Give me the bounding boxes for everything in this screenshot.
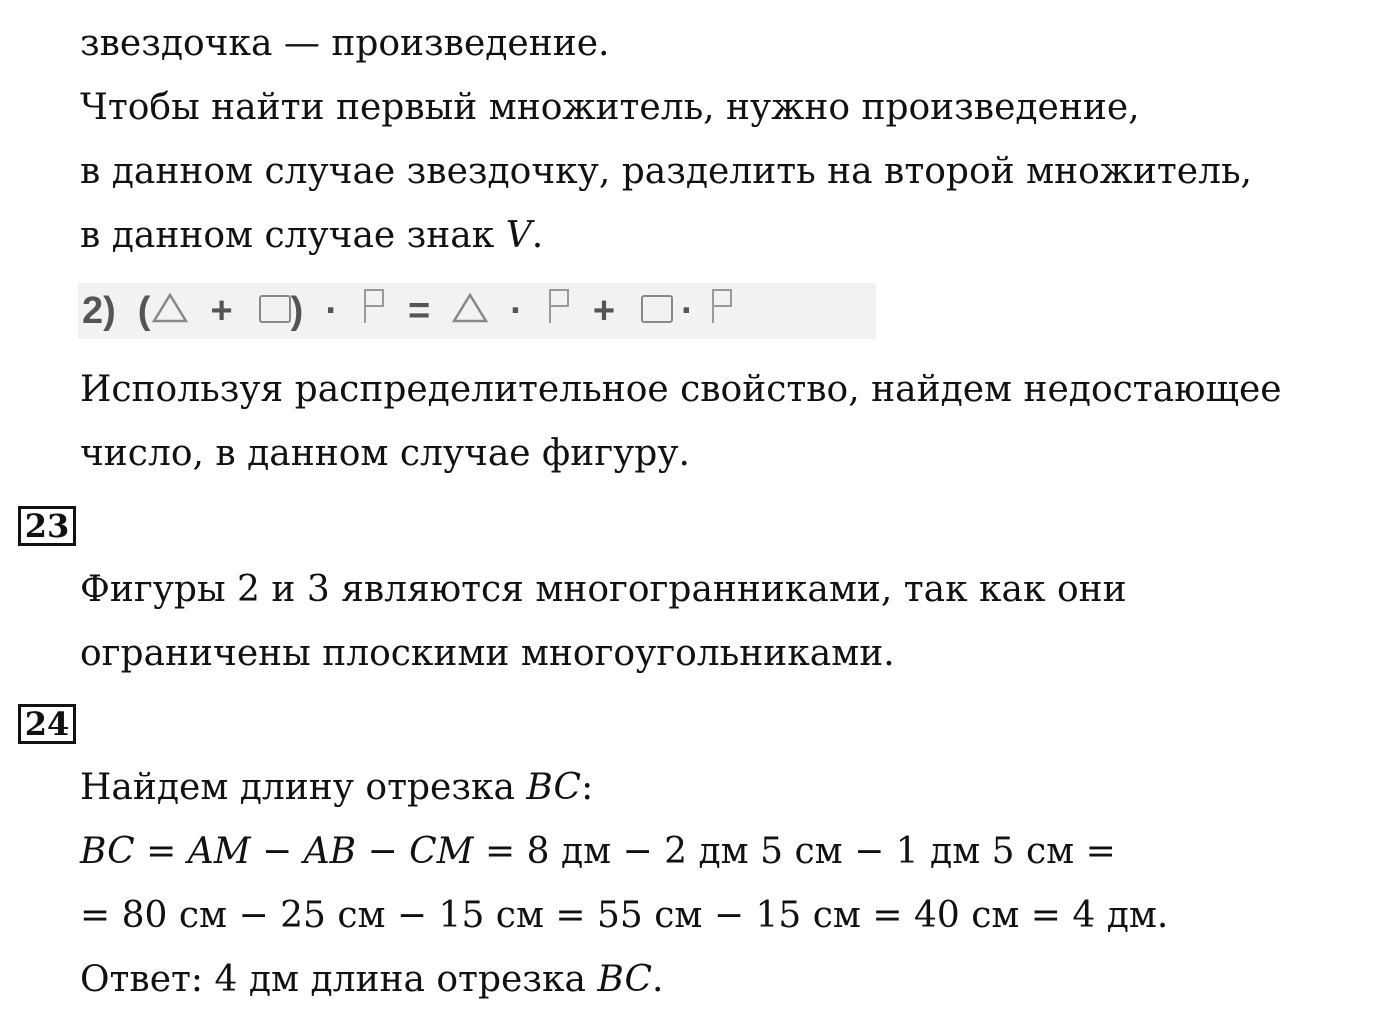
text-fragment: Найдем длину отрезка <box>80 767 527 808</box>
text-line-10 <box>80 830 1116 874</box>
square-icon <box>255 290 291 333</box>
text-fragment: 8 дм − 2 дм 5 см − 1 дм 5 см = <box>526 831 1116 872</box>
math-symbol: BC <box>526 767 582 808</box>
text-line-8: ограничены плоскими многоугольниками. <box>80 633 895 674</box>
dot-sign: · <box>510 289 523 332</box>
dot-sign: · <box>325 289 338 332</box>
text-line-4 <box>80 214 543 258</box>
flag-icon <box>360 289 386 333</box>
text-line-3: в данном случае звездочку, разделить на второй множитель, <box>80 151 1252 192</box>
text-line-11: = 80 см − 25 см − 15 см = 55 см − 15 см = 40 см = 4 дм. <box>80 895 1169 936</box>
text-line-2: Чтобы найти первый множитель, нужно произведение, <box>80 87 1140 128</box>
text-fragment: . <box>652 959 664 1000</box>
text-line-7: Фигуры 2 и 3 являются многогранниками, так как они <box>80 569 1127 610</box>
triangle-icon <box>152 290 188 333</box>
text-line-5: Используя распределительное свойство, найдем недостающее <box>80 369 1282 410</box>
text-line-1: звездочка — произведение. <box>80 23 610 64</box>
text-line-6: число, в данном случае фигуру. <box>80 433 690 474</box>
text-fragment: . <box>531 215 544 256</box>
text-line-12 <box>80 958 663 1002</box>
paren-open: ( <box>137 289 151 332</box>
equals-sign: = <box>407 289 431 332</box>
text-fragment: : <box>581 767 594 808</box>
plus-sign: + <box>210 289 233 332</box>
text-fragment: в данном случае знак <box>80 215 506 256</box>
flag-icon <box>545 289 571 333</box>
task-number-24: 24 <box>18 704 76 744</box>
flag-icon <box>708 289 734 333</box>
text-fragment: Ответ: 4 дм длина отрезка <box>80 959 598 1000</box>
math-expression: BC = AM − AB − CM = <box>80 831 527 872</box>
formula-image <box>78 283 876 339</box>
task-number-23: 23 <box>18 506 76 546</box>
dot-sign: · <box>681 289 694 332</box>
triangle-icon <box>452 290 488 333</box>
text-line-9 <box>80 766 593 810</box>
math-symbol: BC <box>597 959 653 1000</box>
plus-sign: + <box>592 289 616 332</box>
paren-close: ) <box>290 289 304 332</box>
math-symbol: V <box>505 215 532 256</box>
square-icon <box>637 290 673 333</box>
formula-label: 2) <box>82 289 116 332</box>
